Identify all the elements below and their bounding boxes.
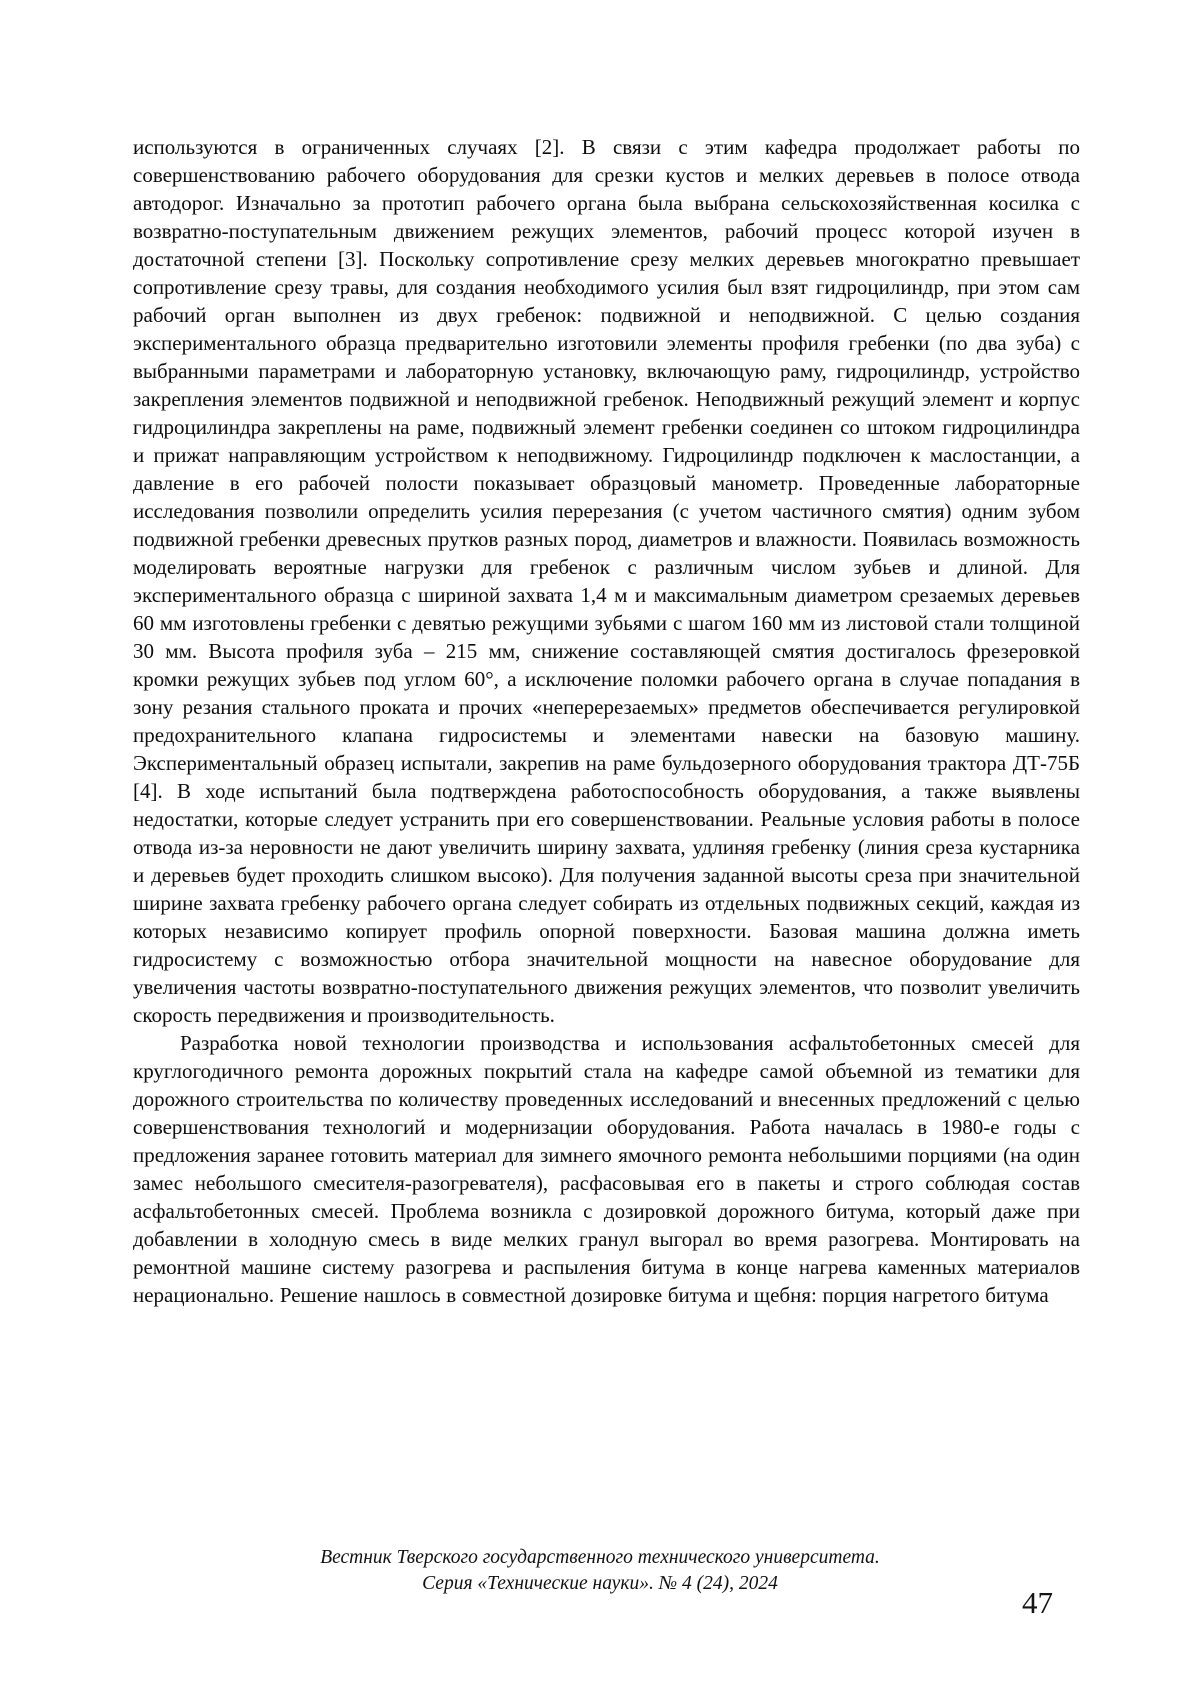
page-number: 47 (1022, 1585, 1053, 1620)
body-text (133, 133, 1080, 1309)
footer-line-2: Серия «Технические науки». № 4 (24), 2024 (422, 1573, 778, 1594)
footer-line-1: Вестник Тверского государственного технического университета. (320, 1547, 880, 1568)
paragraph-1: используются в ограниченных случаях [2]. В связи с этим кафедра продолжает работы по совершенствованию рабочего оборудования для срезки кустов и мелких деревьев в полосе отвода автодорог. Изначально за прототип рабочего органа была выбрана сельскохозяйственная косилка с возвратно-поступательным движением режущих элементов, рабочий процесс которой изучен в достаточной степени [3]. Поскольку сопротивление срезу мелких деревьев многократно превышает сопротивление срезу травы, для создания необходимого усилия был взят гидроцилиндр, при этом сам рабочий орган выполнен из двух гребенок: подвижной и неподвижной. С целью создания экспериментального образца предварительно изготовили элементы профиля гребенки (по два зуба) с выбранными параметрами и лабораторную установку, включающую раму, гидроцилиндр, устройство закрепления элементов подвижной и неподвижной гребенок. Неподвижный режущий элемент и корпус гидроцилиндра закреплены на раме, подвижный элемент гребенки соединен со штоком гидроцилиндра и прижат направляющим устройством к неподвижному. Гидроцилиндр подключен к маслостанции, а давление в его рабочей полости показывает образцовый манометр. Проведенные лабораторные исследования позволили определить усилия перерезания (с учетом частичного смятия) одним зубом подвижной гребенки древесных прутков разных пород, диаметров и влажности. Появилась возможность моделировать вероятные нагрузки для гребенок с различным числом зубьев и длиной. Для экспериментального образца с шириной захвата 1,4 м и максимальным диаметром срезаемых деревьев 60 мм изготовлены гребенки с девятью режущими зубьями с шагом 160 мм из листовой стали толщиной 30 мм. Высота профиля зуба – 215 мм, снижение составляющей смятия достигалось фрезеровкой кромки режущих зубьев под углом 60°, а исключение поломки рабочего органа в случае попадания в зону резания стального проката и прочих «неперерезаемых» предметов обеспечивается регулировкой предохранительного клапана гидросистемы и элементами навески на базовую машину. Экспериментальный образец испытали, закрепив на раме бульдозерного оборудования трактора ДТ-75Б [4]. В ходе испытаний была подтверждена работоспособность оборудования, а также выявлены недостатки, которые следует устранить при его совершенствовании. Реальные условия работы в полосе отвода из-за неровности не дают увеличить ширину захвата, удлиняя гребенку (линия среза кустарника и деревьев будет проходить слишком высоко). Для получения заданной высоты среза при значительной ширине захвата гребенку рабочего органа следует собирать из отдельных подвижных секций, каждая из которых независимо копирует профиль опорной поверхности. Базовая машина должна иметь гидросистему с возможностью отбора значительной мощности на навесное оборудование для увеличения частоты возвратно-поступательного движения режущих элементов, что позволит увеличить скорость передвижения и производительность. (133, 135, 1080, 1027)
journal-footer (0, 1545, 1200, 1597)
paragraph-2: Разработка новой технологии производства и использования асфальтобетонных смесей для круглогодичного ремонта дорожных покрытий стала на кафедре самой объемной из тематики для дорожного строительства по количеству проведенных исследований и внесенных предложений с целью совершенствования технологий и модернизации оборудования. Работа началась в 1980-е годы с предложения заранее готовить материал для зимнего ямочного ремонта небольшими порциями (на один замес небольшого смесителя-разогревателя), расфасовывая его в пакеты и строго соблюдая состав асфальтобетонных смесей. Проблема возникла с дозировкой дорожного битума, который даже при добавлении в холодную смесь в виде мелких гранул выгорал во время разогрева. Монтировать на ремонтной машине систему разогрева и распыления битума в конце нагрева каменных материалов нерационально. Решение нашлось в совместной дозировке битума и щебня: порция нагретого битума (133, 1031, 1080, 1307)
